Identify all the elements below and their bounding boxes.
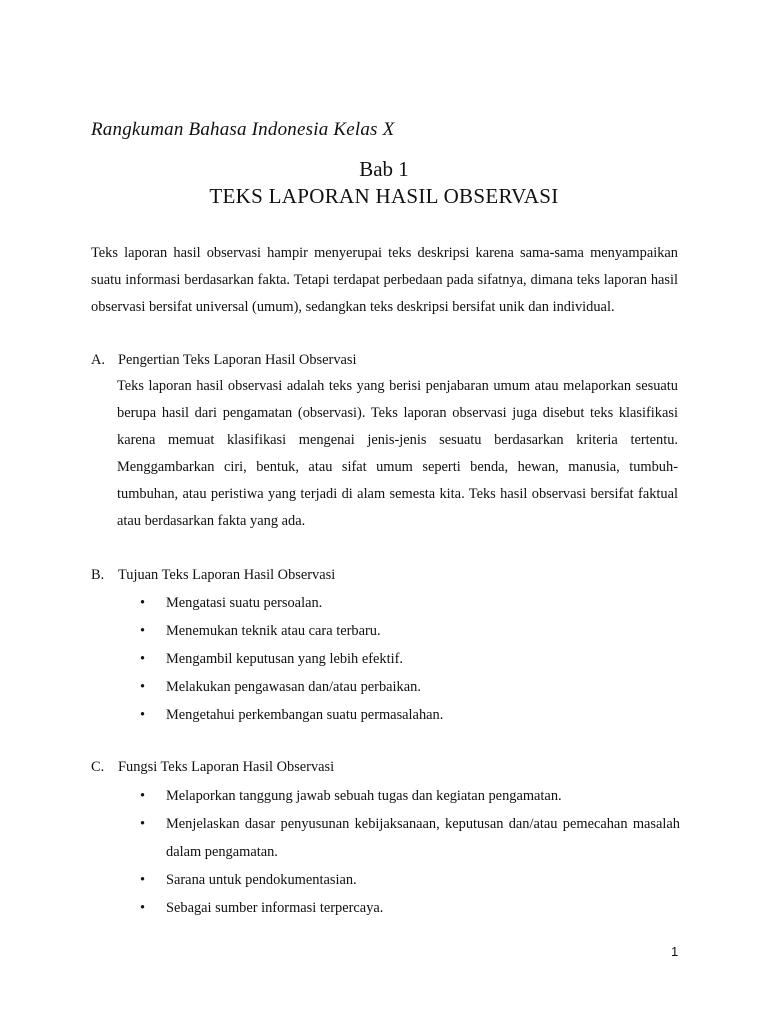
section-b-list	[140, 589, 680, 729]
list-item: • Sebagai sumber informasi terpercaya.	[140, 894, 680, 922]
bullet-icon: •	[140, 651, 146, 667]
section-b-letter: B.	[91, 567, 105, 583]
bullet-icon: •	[140, 707, 146, 723]
page-number: 1	[671, 944, 679, 959]
section-c-letter: C.	[91, 759, 105, 775]
list-item: • Menemukan teknik atau cara terbaru.	[140, 617, 680, 645]
list-item: • Mengambil keputusan yang lebih efektif.	[140, 645, 680, 673]
section-a-letter: A.	[91, 352, 105, 368]
section-a-body: Teks laporan hasil observasi adalah teks yang berisi penjabaran umum atau melaporkan sesuatu berupa hasil dari pengamatan (observasi). Teks laporan observasi juga disebut teks klasifikasi karena memuat klasifikasi mengenai jenis-jenis sesuatu berdasarkan kriteria tertentu. Menggambarkan ciri, bentuk, atau sifat umum seperti benda, hewan, manusia, tumbuh-tumbuhan, atau peristiwa yang terjadi di alam semesta kita. Teks hasil observasi bersifat faktual atau berdasarkan fakta yang ada.	[117, 378, 678, 529]
bullet-icon: •	[140, 595, 146, 611]
list-item: • Melaporkan tanggung jawab sebuah tugas dan kegiatan pengamatan.	[140, 782, 680, 810]
bullet-icon: •	[140, 788, 146, 804]
section-a-title: Pengertian Teks Laporan Hasil Observasi	[118, 352, 357, 368]
section-b-title: Tujuan Teks Laporan Hasil Observasi	[118, 567, 336, 583]
document-header: Rangkuman Bahasa Indonesia Kelas X	[91, 119, 395, 140]
list-item: • Mengatasi suatu persoalan.	[140, 589, 680, 617]
list-item: • Melakukan pengawasan dan/atau perbaikan.	[140, 673, 680, 701]
bullet-icon: •	[140, 900, 146, 916]
document-title: TEKS LAPORAN HASIL OBSERVASI	[209, 184, 559, 208]
bullet-icon: •	[140, 679, 146, 695]
bullet-icon: •	[140, 872, 146, 888]
section-c-list	[140, 782, 680, 922]
section-c-title: Fungsi Teks Laporan Hasil Observasi	[118, 759, 335, 775]
chapter-label: Bab 1	[359, 157, 409, 181]
list-item: • Sarana untuk pendokumentasian.	[140, 866, 680, 894]
list-item: • Menjelaskan dasar penyusunan kebijaksanaan, keputusan dan/atau pemecahan masalah dalam pengamatan.	[140, 810, 680, 866]
bullet-icon: •	[140, 623, 146, 639]
intro-paragraph: Teks laporan hasil observasi hampir menyerupai teks deskripsi karena sama-sama menyampaikan suatu informasi berdasarkan fakta. Tetapi terdapat perbedaan pada sifatnya, dimana teks laporan hasil observasi bersifat universal (umum), sedangkan teks deskripsi bersifat unik dan individual.	[91, 245, 678, 315]
list-item: • Mengetahui perkembangan suatu permasalahan.	[140, 701, 680, 729]
bullet-icon: •	[140, 816, 146, 832]
